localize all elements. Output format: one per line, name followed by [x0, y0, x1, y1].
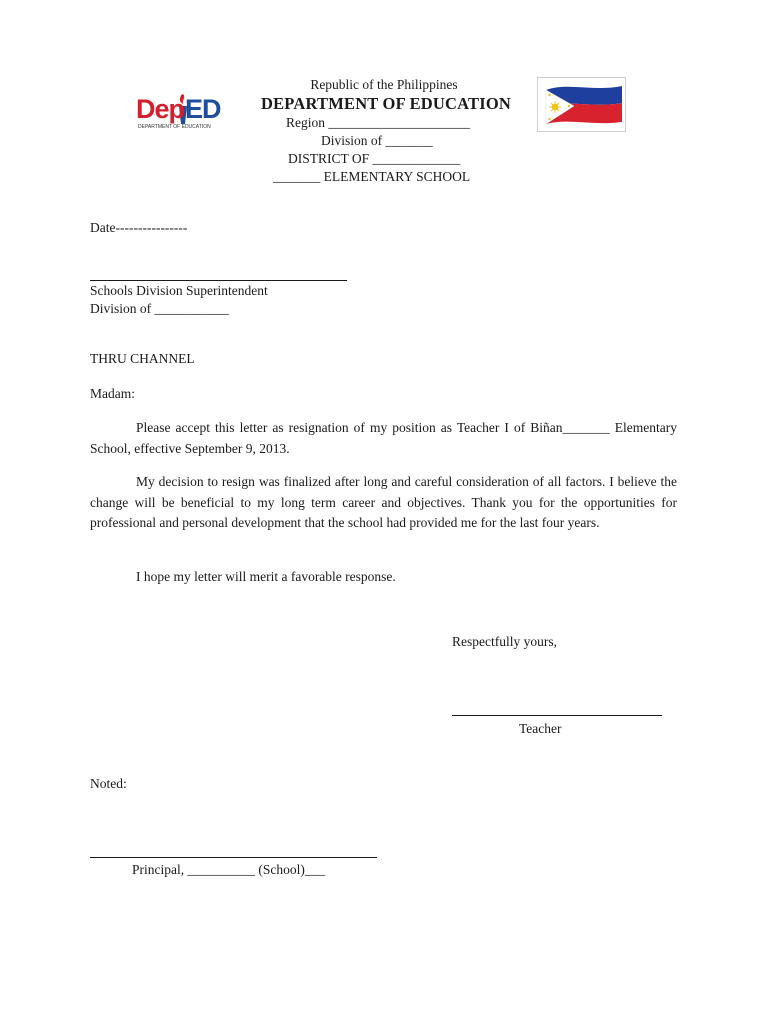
svg-text:ED: ED: [185, 94, 221, 124]
recipient-name-line: [90, 280, 347, 281]
recipient-division: Division of ___________: [90, 301, 229, 316]
body-paragraph: Please accept this letter as resignation of my position as Teacher I of Biñan_______ Elementary School, effective September 9, 2013.: [90, 420, 677, 456]
department-title: DEPARTMENT OF EDUCATION: [260, 94, 511, 113]
svg-text:Dep: Dep: [136, 94, 185, 124]
principal-signature-line: [90, 857, 377, 858]
principal-line: Principal, __________ (School)___: [132, 862, 326, 877]
teacher-signature-line: [452, 715, 662, 716]
date-line: Date----------------: [90, 220, 188, 235]
school-line: _______ ELEMENTARY SCHOOL: [273, 169, 471, 184]
svg-text:DEPARTMENT OF EDUCATION: DEPARTMENT OF EDUCATION: [138, 124, 211, 130]
closing: Respectfully yours,: [452, 634, 557, 649]
district-line: DISTRICT OF _____________: [288, 151, 461, 166]
salutation: Madam:: [90, 386, 135, 401]
division-line: Division of _______: [321, 133, 433, 148]
noted-label: Noted:: [90, 776, 127, 791]
republic-line: Republic of the Philippines: [310, 77, 458, 92]
region-line: Region _____________________: [286, 115, 471, 130]
recipient-title: Schools Division Superintendent: [90, 283, 268, 298]
signer-title: Teacher: [519, 721, 562, 736]
body-paragraph: My decision to resign was finalized after long and careful consideration of all factors. I believe the change will be beneficial to my long term career and objectives. Thank you for the opportunities for professional and personal development that the school had provided me for the last four years.: [90, 474, 677, 531]
thru-channel: THRU CHANNEL: [90, 351, 195, 366]
body-paragraph: I hope my letter will merit a favorable response.: [136, 569, 396, 584]
